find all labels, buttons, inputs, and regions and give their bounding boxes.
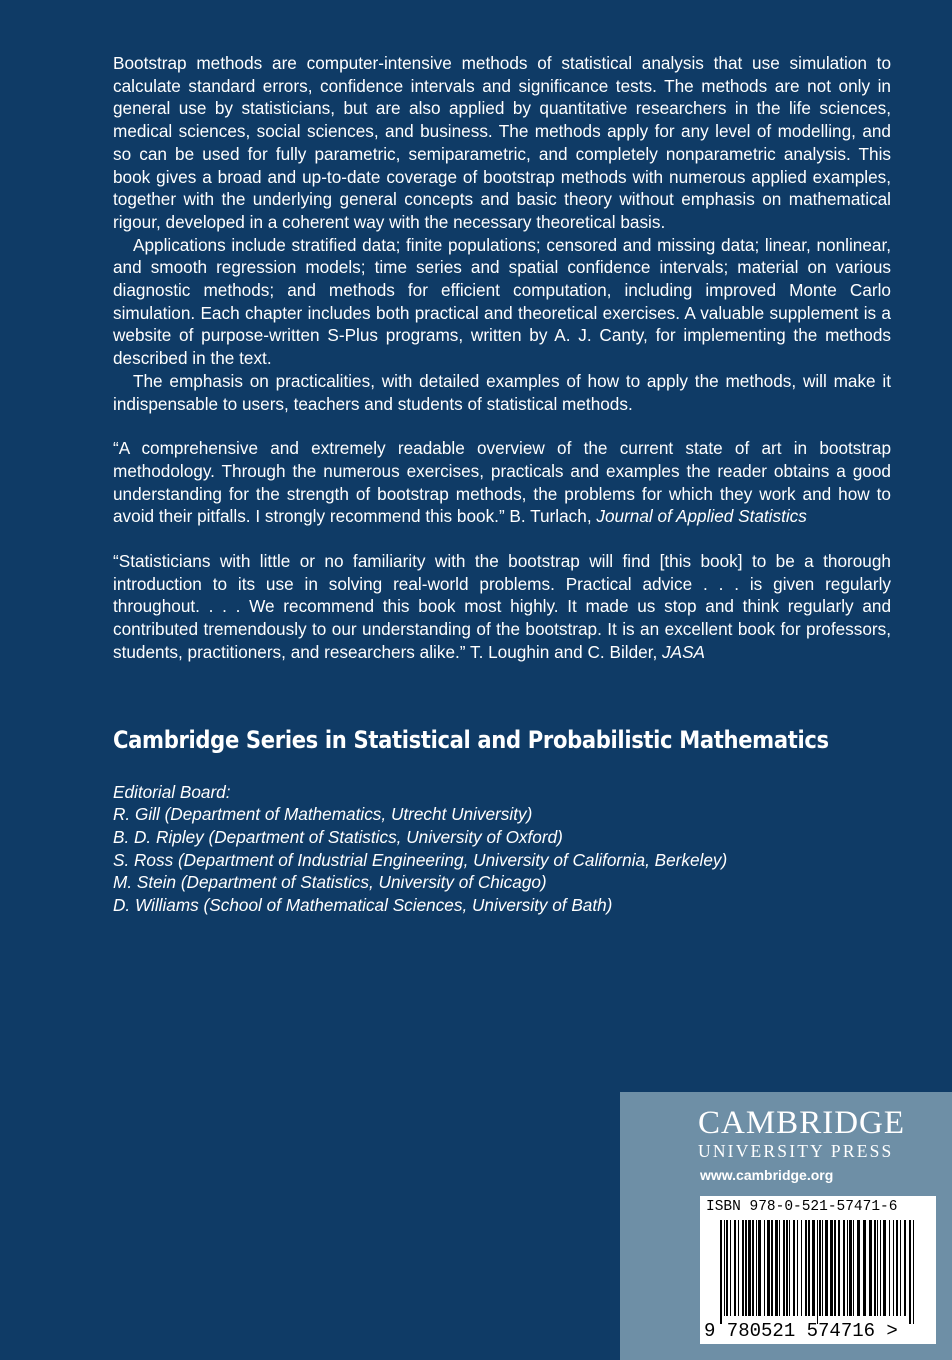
barcode-bar bbox=[825, 1220, 828, 1316]
barcode-bar bbox=[817, 1220, 818, 1324]
barcode-bar bbox=[797, 1220, 798, 1316]
barcode-bar bbox=[726, 1220, 728, 1316]
description-paragraph-2: Applications include stratified data; finite populations; censored and missing data; linear, nonlinear, and smooth regression models; time series and spatial confidence intervals; material on various diagnostic methods; and methods for efficient computation, including improved Monte Carlo simulation. Each chapter includes both practical and theoretical exercises. A valuable supplement is a website of purpose-written S-Plus programs, written by A. J. Canty, for implementing the methods described in the text. bbox=[113, 234, 891, 369]
barcode-bar bbox=[752, 1220, 754, 1316]
board-member: D. Williams (School of Mathematical Sciences, University of Bath) bbox=[113, 895, 613, 916]
barcode-bar bbox=[830, 1220, 833, 1316]
barcode-bar bbox=[847, 1220, 848, 1316]
barcode-bar bbox=[742, 1220, 744, 1316]
publisher-logo-subtitle: UNIVERSITY PRESS bbox=[698, 1141, 894, 1161]
barcode-bar bbox=[767, 1220, 770, 1316]
barcode-bar bbox=[805, 1220, 807, 1316]
publisher-logo-name: CAMBRIDGE bbox=[698, 1105, 906, 1141]
publisher-url: www.cambridge.org bbox=[700, 1167, 834, 1183]
barcode-bar bbox=[877, 1220, 878, 1316]
barcode-bar bbox=[734, 1220, 736, 1316]
barcode-bar bbox=[843, 1220, 845, 1316]
barcode-bar bbox=[786, 1220, 788, 1316]
barcode-bar bbox=[738, 1220, 739, 1316]
board-member: B. D. Ripley (Department of Statistics, University of Oxford) bbox=[113, 826, 563, 847]
review-source-1: Journal of Applied Statistics bbox=[596, 506, 807, 527]
barcode-bar bbox=[756, 1220, 757, 1316]
barcode-bar bbox=[838, 1220, 840, 1316]
barcode-digits: 9 780521 574716 > bbox=[704, 1320, 898, 1342]
barcode-bar bbox=[834, 1220, 836, 1316]
barcode-bar bbox=[789, 1220, 790, 1316]
barcode-bar bbox=[764, 1220, 765, 1316]
barcode-bar bbox=[896, 1220, 898, 1316]
review-quote-1 bbox=[113, 437, 891, 528]
barcode-bar bbox=[812, 1220, 815, 1316]
barcode-bar bbox=[758, 1220, 761, 1316]
editorial-board-heading: Editorial Board: bbox=[113, 781, 231, 802]
barcode-bar bbox=[819, 1220, 821, 1316]
barcode-bar bbox=[745, 1220, 747, 1316]
back-cover-text bbox=[113, 52, 891, 917]
barcode-bar bbox=[883, 1220, 886, 1316]
barcode-bar bbox=[904, 1220, 906, 1316]
barcode-box bbox=[700, 1196, 936, 1344]
barcode-bar bbox=[730, 1220, 731, 1316]
barcode-bar bbox=[869, 1220, 872, 1316]
barcode-bar bbox=[874, 1220, 876, 1316]
barcode-bar bbox=[849, 1220, 852, 1316]
barcode-bar bbox=[783, 1220, 785, 1316]
barcode-bar bbox=[801, 1220, 802, 1316]
barcode-bar bbox=[793, 1220, 795, 1316]
barcode-bar bbox=[863, 1220, 866, 1316]
barcode-bar bbox=[913, 1220, 914, 1324]
barcode-bar bbox=[775, 1220, 778, 1316]
barcode-bar bbox=[853, 1220, 854, 1316]
isbn-label: ISBN 978-0-521-57471-6 bbox=[706, 1199, 898, 1215]
barcode-bar bbox=[909, 1220, 911, 1324]
barcode-bar bbox=[771, 1220, 773, 1316]
barcode-bar bbox=[724, 1220, 725, 1316]
publisher-panel bbox=[620, 1092, 952, 1360]
description-paragraph-1: Bootstrap methods are computer-intensive methods of statistical analysis that use simulation to calculate standard errors, confidence intervals and significance tests. The methods are not only in general use by statisticians, but are also applied by quantitative researchers in the life sciences, medical sciences, social sciences, and business. The methods apply for any level of modelling, and so can be used for fully parametric, semiparametric, and completely nonparametric analysis. This book gives a broad and up-to-date coverage of bootstrap methods with numerous applied examples, together with the underlying general concepts and basic theory without emphasis on mathematical rigour, developed in a coherent way with the necessary theoretical basis. bbox=[113, 53, 891, 232]
review-source-2: JASA bbox=[662, 641, 706, 662]
review-quote-2 bbox=[113, 550, 891, 664]
barcode-bar bbox=[720, 1220, 722, 1324]
barcode-bar bbox=[822, 1220, 823, 1316]
barcode-bar bbox=[900, 1220, 901, 1316]
board-member: R. Gill (Department of Mathematics, Utrecht University) bbox=[113, 804, 533, 825]
barcode-bar bbox=[889, 1220, 890, 1316]
barcode-bar bbox=[880, 1220, 881, 1316]
review-text-2: “Statisticians with little or no familiarity with the bootstrap will find [this book] to be a thorough introduction to its use in solving real-world problems. Practical advice . . . is given regularly throughout. . . . We recommend this book most highly. It made us stop and think regularly and contributed tremendously to our understanding of the bootstrap. It is an excellent book for professors, students, practitioners, and researchers alike.” T. Loughin and C. Bilder, bbox=[113, 551, 891, 662]
description-paragraph-3: The emphasis on practicalities, with detailed examples of how to apply the methods, will make it indispensable to users, teachers and students of statistical methods. bbox=[113, 370, 891, 414]
barcode-bar bbox=[779, 1220, 780, 1316]
series-title: Cambridge Series in Statistical and Probabilistic Mathematics bbox=[113, 725, 829, 754]
board-member: S. Ross (Department of Industrial Engineering, University of California, Berkeley) bbox=[113, 849, 728, 870]
review-text-1: “A comprehensive and extremely readable overview of the current state of art in bootstrap methodology. Through the numerous exercises, practicals and examples the reader obtains a good understanding for the strength of bootstrap methods, the problems for which they work and how to avoid their pitfalls. I strongly recommend this book.” B. Turlach, bbox=[113, 438, 891, 527]
barcode-bar bbox=[857, 1220, 860, 1316]
barcode-bar bbox=[893, 1220, 894, 1316]
barcode-bar bbox=[808, 1220, 810, 1316]
barcode-bar bbox=[748, 1220, 751, 1316]
board-member: M. Stein (Department of Statistics, University of Chicago) bbox=[113, 872, 547, 893]
editorial-board bbox=[113, 781, 891, 917]
